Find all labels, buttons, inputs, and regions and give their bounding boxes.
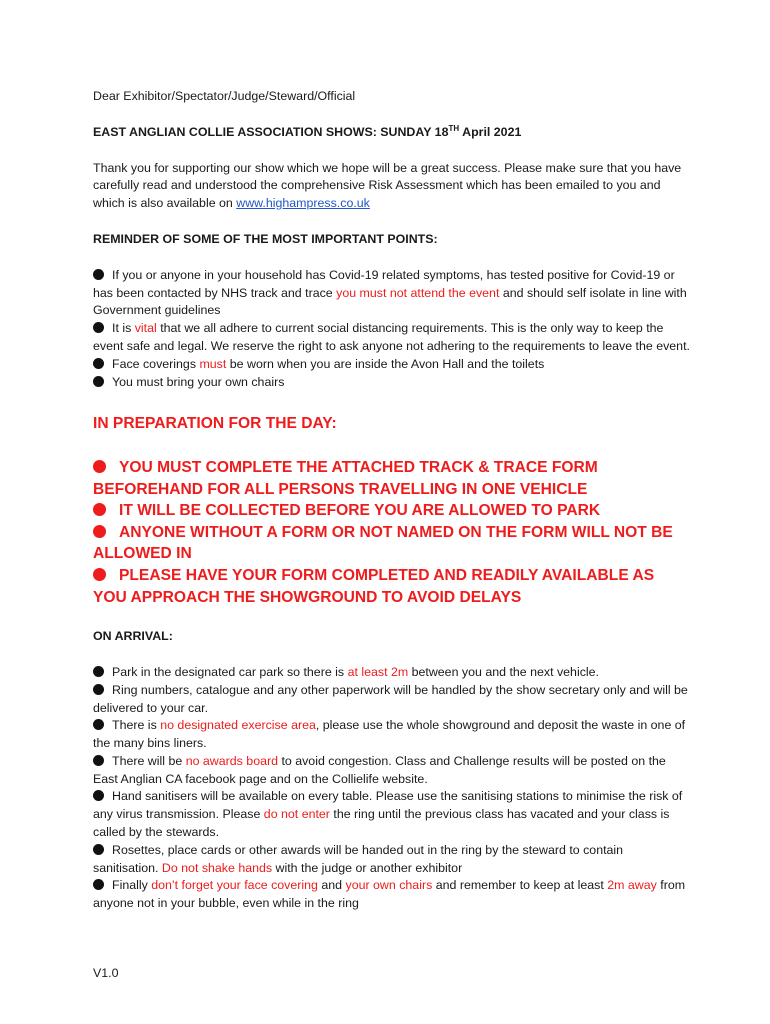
- item-text: There will be: [112, 753, 186, 768]
- intro-paragraph: [93, 160, 690, 213]
- list-item: [93, 682, 690, 718]
- preparation-list: [93, 457, 690, 608]
- item-text: There is: [112, 718, 161, 733]
- highlight-text: no designated exercise area: [160, 718, 316, 733]
- list-item: [93, 500, 690, 522]
- item-text: and remember to keep at least: [432, 878, 608, 893]
- item-text: IT WILL BE COLLECTED BEFORE YOU ARE ALLOWED TO PARK: [119, 502, 601, 520]
- item-text: If you or anyone in your household has Covid-19 related symptoms, has tested positive for Covid-19 or has been contacted by NHS track and trace: [93, 267, 675, 300]
- item-text: to avoid congestion. Class and Challenge results will be posted on the East Anglian CA facebook page and on the Collielife website.: [93, 753, 666, 786]
- item-text: It is: [112, 321, 135, 336]
- list-item: [93, 842, 690, 878]
- arrival-heading: ON ARRIVAL:: [93, 629, 173, 644]
- item-text: that we all adhere to current social distancing requirements. This is the only way to keep the event safe and legal. We reserve the right to ask anyone not adhering to the requirements to leave the event.: [93, 321, 690, 353]
- bullet-icon: [93, 322, 104, 333]
- item-text: , please use the whole showground and deposit the waste in one of the many bins liners.: [93, 718, 686, 751]
- bullet-icon: [93, 269, 104, 280]
- bullet-icon: [93, 879, 104, 890]
- bullet-icon: [93, 719, 104, 730]
- bullet-icon: [93, 755, 104, 766]
- bullet-icon: [93, 684, 104, 695]
- item-text: be worn when you are inside the Avon Hall and the toilets: [226, 356, 545, 371]
- list-item: [93, 374, 690, 392]
- highlight-text: at least 2m: [347, 664, 409, 679]
- item-text: between you and the next vehicle.: [408, 664, 599, 679]
- item-text: You must bring your own chairs: [112, 374, 285, 389]
- bullet-icon: [93, 358, 104, 369]
- highlight-text: do not enter: [263, 807, 330, 822]
- salutation: Dear Exhibitor/Spectator/Judge/Steward/Official: [93, 89, 356, 103]
- item-text: Finally: [112, 878, 152, 893]
- list-item: [93, 753, 690, 789]
- reminder-heading: REMINDER OF SOME OF THE MOST IMPORTANT POINTS:: [93, 231, 438, 246]
- item-text: Park in the designated car park so there is: [112, 664, 348, 679]
- list-item: [93, 717, 690, 753]
- item-text: Hand sanitisers will be available on every table. Please use the sanitising stations to minimise the risk of any virus transmission. Please: [93, 789, 683, 822]
- highlight-text: Do not shake hands: [161, 860, 273, 875]
- bullet-icon: [93, 525, 106, 538]
- list-item: [93, 788, 690, 841]
- preparation-heading: IN PREPARATION FOR THE DAY:: [93, 415, 337, 433]
- item-text: and: [317, 878, 346, 893]
- bullet-icon: [93, 376, 104, 387]
- list-item: [93, 356, 690, 374]
- bullet-icon: [93, 790, 104, 801]
- list-item: [93, 664, 690, 682]
- list-item: [93, 522, 690, 565]
- bullet-icon: [93, 666, 104, 677]
- bullet-icon: [93, 844, 104, 855]
- list-item: [93, 320, 690, 356]
- title-end: April 2021: [459, 124, 522, 139]
- item-text: Ring numbers, catalogue and any other paperwork will be handled by the show secretary only and will be delivered to your car.: [93, 682, 688, 715]
- list-item: [93, 565, 690, 608]
- list-item: [93, 457, 690, 500]
- item-text: with the judge or another exhibitor: [272, 860, 463, 875]
- document-title: [93, 124, 690, 142]
- item-text: ANYONE WITHOUT A FORM OR NOT NAMED ON THE FORM WILL NOT BE ALLOWED IN: [93, 523, 673, 563]
- arrival-list: [93, 664, 690, 913]
- item-text: the ring until the previous class has vacated and your class is called by the stewards.: [93, 807, 670, 840]
- bullet-icon: [93, 568, 106, 581]
- website-link[interactable]: www.highampress.co.uk: [236, 196, 370, 211]
- version-footer: V1.0: [93, 966, 119, 980]
- highlight-text: no awards board: [185, 753, 278, 768]
- title-main: EAST ANGLIAN COLLIE ASSOCIATION SHOWS: SUNDAY 18: [93, 124, 449, 139]
- reminder-list: [93, 267, 690, 392]
- bullet-icon: [93, 460, 106, 473]
- item-text: YOU MUST COMPLETE THE ATTACHED TRACK & TRACE FORM BEFOREHAND FOR ALL PERSONS TRAVELLING IN ONE VEHICLE: [93, 458, 598, 498]
- item-text: and should self isolate in line with Government guidelines: [93, 285, 687, 318]
- highlight-text: don’t forget your face covering: [151, 878, 318, 893]
- list-item: [93, 267, 690, 320]
- highlight-text: 2m away: [607, 878, 657, 893]
- bullet-icon: [93, 503, 106, 516]
- list-item: [93, 877, 690, 913]
- highlight-text: vital: [134, 321, 157, 336]
- highlight-text: must: [199, 356, 227, 371]
- intro-text: Thank you for supporting our show which we hope will be a great success. Please make sure that you have carefully read and understood the comprehensive Risk Assessment which has been emailed to you and which is also available on: [93, 160, 682, 211]
- title-superscript: TH: [448, 123, 460, 133]
- highlight-text: you must not attend the event: [336, 285, 500, 300]
- highlight-text: your own chairs: [345, 878, 433, 893]
- item-text: from anyone not in your bubble, even while in the ring: [93, 878, 686, 911]
- item-text: Rosettes, place cards or other awards will be handed out in the ring by the steward to contain sanitisation.: [93, 842, 624, 875]
- item-text: Face coverings: [112, 356, 200, 371]
- item-text: PLEASE HAVE YOUR FORM COMPLETED AND READILY AVAILABLE AS YOU APPROACH THE SHOWGROUND TO AVOID DELAYS: [93, 566, 655, 606]
